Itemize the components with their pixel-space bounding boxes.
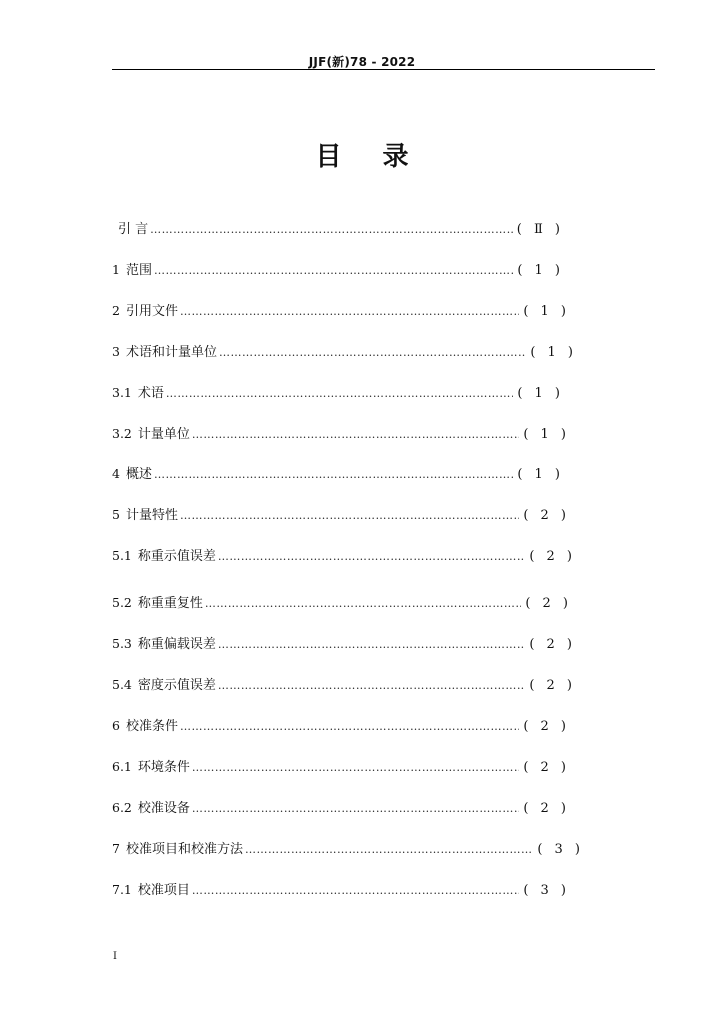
toc-entry-label: 称重示值误差 — [137, 549, 216, 564]
toc-entry-number: 5.4 — [112, 677, 132, 692]
toc-entry-4[interactable] — [112, 463, 564, 483]
page-title: 目 录 — [315, 142, 425, 172]
toc-entry-6-1[interactable] — [112, 756, 570, 776]
toc-entry-label: 校准项目 — [137, 883, 190, 898]
toc-entry-label: 校准设备 — [137, 801, 190, 816]
toc-entry-number: 5.1 — [112, 548, 132, 563]
toc-leader-dots — [219, 346, 526, 359]
toc-entry-label: 引用文件 — [125, 304, 178, 319]
toc-entry-label: 称重重复性 — [137, 596, 203, 611]
toc-leader-dots — [218, 550, 525, 563]
toc-leader-dots — [192, 428, 519, 441]
toc-entry-number: 2 — [112, 303, 120, 318]
toc-entry-page: ( Ⅱ ) — [516, 222, 564, 237]
toc-entry-5-1[interactable] — [112, 545, 576, 565]
header-divider — [112, 69, 655, 70]
toc-entry-3-2[interactable] — [112, 423, 570, 443]
toc-entry-label: 称重偏载误差 — [137, 637, 216, 652]
toc-entry-5-3[interactable] — [112, 633, 576, 653]
toc-entry-number: 3.2 — [112, 426, 132, 441]
toc-entry-page: ( 2 ) — [523, 760, 570, 775]
toc-entry-page: ( 3 ) — [537, 842, 584, 857]
toc-entry-page: ( 1 ) — [530, 345, 577, 360]
toc-entry-label: 计量特性 — [125, 508, 178, 523]
toc-entry-number: 4 — [112, 466, 120, 481]
toc-leader-dots — [218, 679, 525, 692]
toc-entry-page: ( 2 ) — [529, 637, 576, 652]
toc-leader-dots — [192, 884, 519, 897]
toc-entry-5-2[interactable] — [112, 592, 572, 612]
toc-entry-number: 7.1 — [112, 882, 132, 897]
document-code-header: JJF(新)78 - 2022 — [308, 55, 416, 69]
toc-entry-page: ( 2 ) — [523, 508, 570, 523]
toc-entry-label: 校准项目和校准方法 — [125, 842, 243, 857]
toc-entry-page: ( 2 ) — [529, 678, 576, 693]
toc-entry-number: 5.3 — [112, 636, 132, 651]
toc-entry-page: ( 2 ) — [523, 801, 570, 816]
toc-entry-page: ( 1 ) — [523, 304, 570, 319]
toc-entry-introduction[interactable] — [112, 218, 564, 238]
toc-leader-dots — [180, 305, 519, 318]
toc-entry-label: 术语 — [137, 386, 164, 401]
toc-entry-page: ( 3 ) — [523, 883, 570, 898]
toc-leader-dots — [245, 843, 533, 856]
toc-entry-number: 1 — [112, 262, 120, 277]
toc-leader-dots — [192, 761, 519, 774]
toc-leader-dots — [166, 387, 513, 400]
toc-entry-7-1[interactable] — [112, 879, 570, 899]
toc-entry-label: 计量单位 — [137, 427, 190, 442]
toc-leader-dots — [192, 802, 519, 815]
toc-entry-5-4[interactable] — [112, 674, 576, 694]
toc-leader-dots — [154, 468, 513, 481]
toc-entry-label: 范围 — [125, 263, 152, 278]
toc-entry-number: 6.1 — [112, 759, 132, 774]
toc-entry-page: ( 2 ) — [525, 596, 572, 611]
toc-entry-5[interactable] — [112, 504, 570, 524]
toc-leader-dots — [180, 720, 519, 733]
toc-entry-page: ( 2 ) — [523, 719, 570, 734]
toc-entry-page: ( 1 ) — [517, 467, 564, 482]
toc-leader-dots — [150, 223, 513, 236]
toc-entry-page: ( 1 ) — [517, 386, 564, 401]
toc-entry-7[interactable] — [112, 838, 584, 858]
toc-entry-number: 7 — [112, 841, 120, 856]
toc-entry-number: 3.1 — [112, 385, 132, 400]
toc-entry-page: ( 2 ) — [529, 549, 576, 564]
toc-entry-label: 概述 — [125, 467, 152, 482]
toc-entry-6-2[interactable] — [112, 797, 570, 817]
toc-entry-1[interactable] — [112, 259, 564, 279]
toc-entry-number: 6.2 — [112, 800, 132, 815]
toc-leader-dots — [218, 638, 525, 651]
toc-entry-number: 5 — [112, 507, 120, 522]
toc-entry-label: 校准条件 — [125, 719, 178, 734]
toc-leader-dots — [180, 509, 519, 522]
toc-entry-page: ( 1 ) — [523, 427, 570, 442]
page-number: I — [113, 951, 117, 962]
toc-entry-number: 5.2 — [112, 595, 132, 610]
toc-entry-label: 环境条件 — [137, 760, 190, 775]
toc-leader-dots — [205, 597, 521, 610]
toc-entry-3-1[interactable] — [112, 382, 564, 402]
toc-entry-2[interactable] — [112, 300, 570, 320]
toc-entry-page: ( 1 ) — [517, 263, 564, 278]
toc-entry-number: 3 — [112, 344, 120, 359]
toc-entry-3[interactable] — [112, 341, 577, 361]
toc-entry-number: 6 — [112, 718, 120, 733]
toc-entry-label: 引 言 — [118, 222, 149, 237]
toc-leader-dots — [154, 264, 513, 277]
toc-entry-label: 密度示值误差 — [137, 678, 216, 693]
toc-entry-6[interactable] — [112, 715, 570, 735]
toc-entry-label: 术语和计量单位 — [125, 345, 217, 360]
